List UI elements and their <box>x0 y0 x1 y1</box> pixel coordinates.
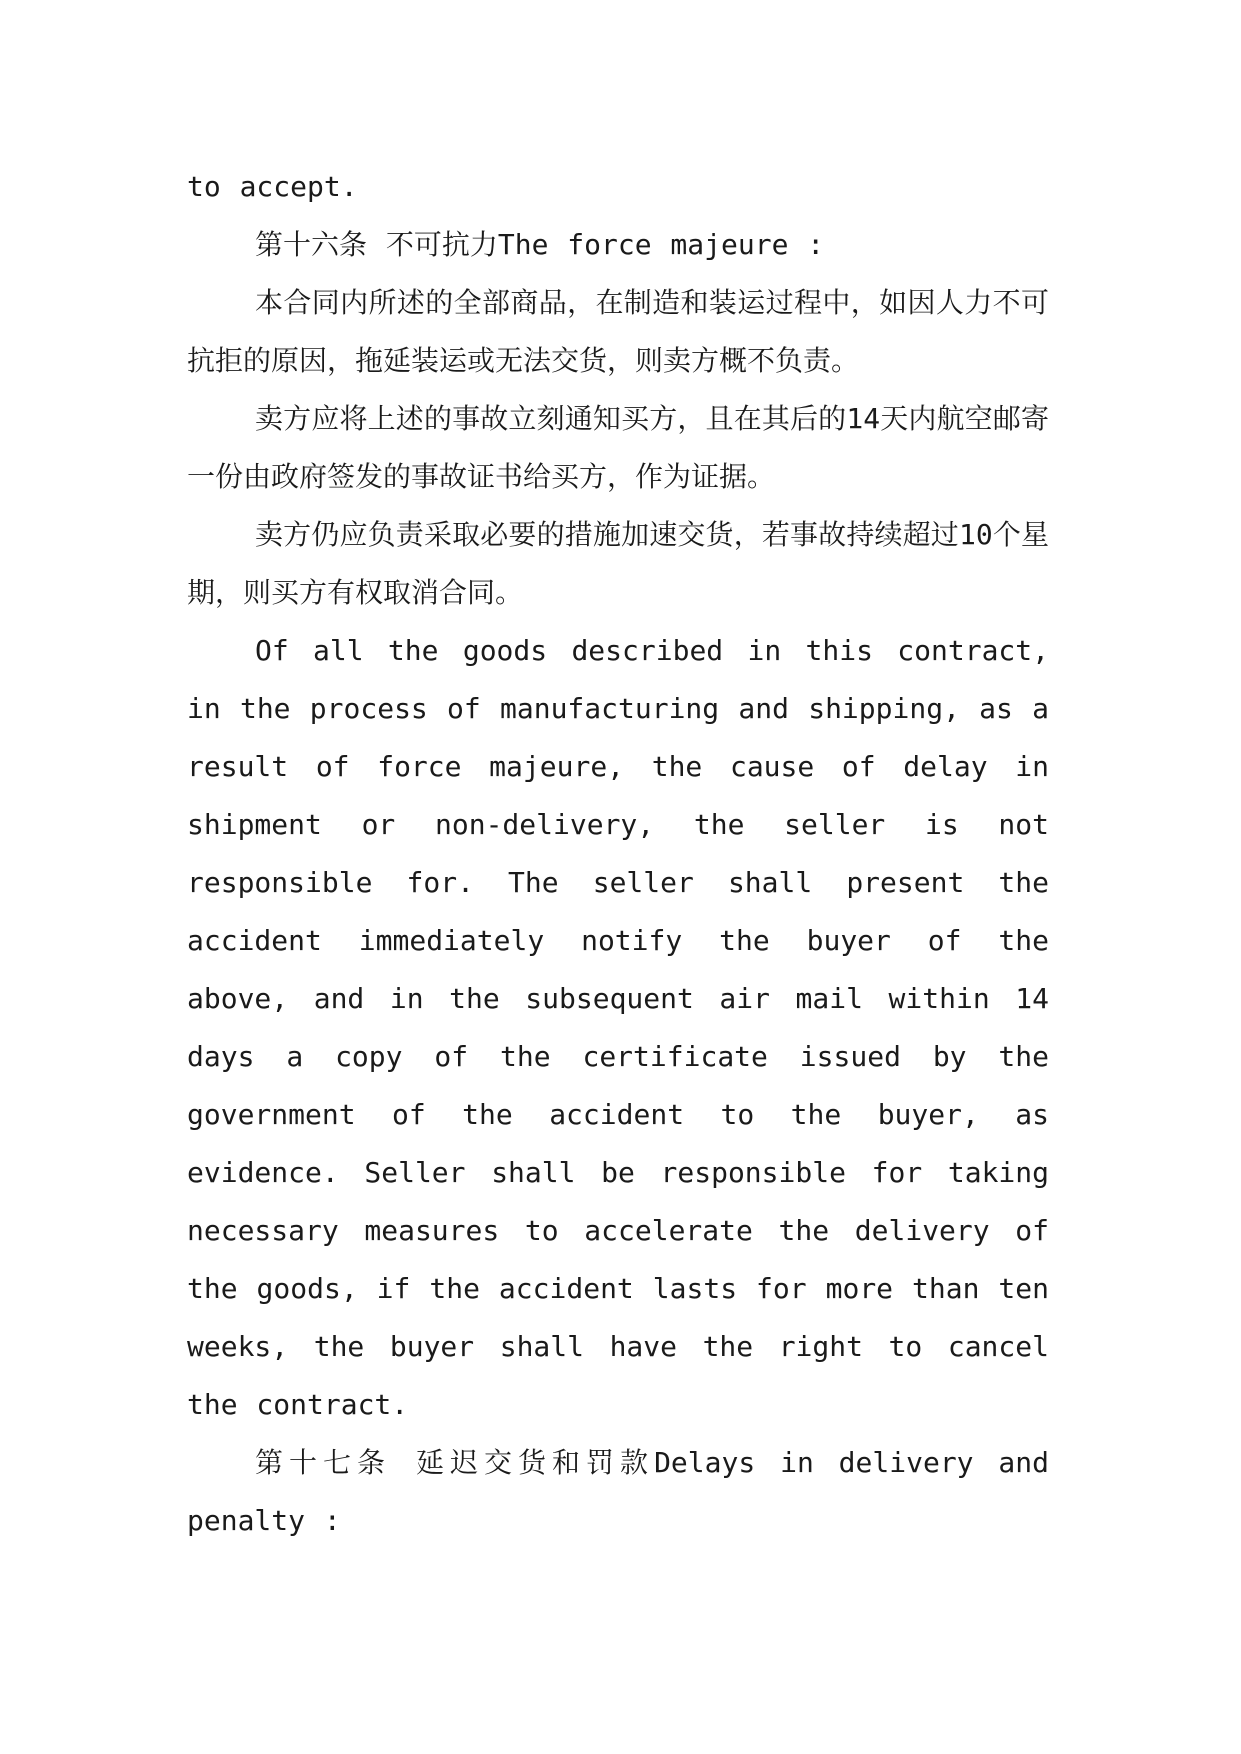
article-16-heading: 第十六条 不可抗力The force majeure : <box>255 228 825 261</box>
paragraph-force-majeure-en: Of all the goods described in this contract, in the process of manufacturing and shipping, as a result of force majeure, the cause of delay in shipment or non-delivery, the seller is not responsible for. The seller shall present the accident immediately notify the buyer of the above, and in the subsequent air mail within 14 days a copy of the certificate issued by the government of the accident to the buyer, as evidence. Seller shall be responsible for taking necessary measures to accelerate the delivery of the goods, if the accident lasts for more than ten weeks, the buyer shall have the right to cancel the contract. <box>187 634 1049 1421</box>
paragraph-continuation: to accept. <box>187 170 358 203</box>
paragraph-force-majeure-cn-2: 卖方应将上述的事故立刻通知买方，且在其后的14天内航空邮寄一份由政府签发的事故证书给买方，作为证据。 <box>187 402 1049 493</box>
paragraph-force-majeure-cn-3: 卖方仍应负责采取必要的措施加速交货，若事故持续超过10个星期，则买方有权取消合同。 <box>187 518 1049 609</box>
article-17-heading: 第十七条 延迟交货和罚款Delays in delivery and penalty : <box>187 1446 1049 1537</box>
document-body <box>187 158 1049 1550</box>
paragraph-force-majeure-cn-1: 本合同内所述的全部商品，在制造和装运过程中，如因人力不可抗拒的原因，拖延装运或无法交货，则卖方概不负责。 <box>187 286 1049 377</box>
